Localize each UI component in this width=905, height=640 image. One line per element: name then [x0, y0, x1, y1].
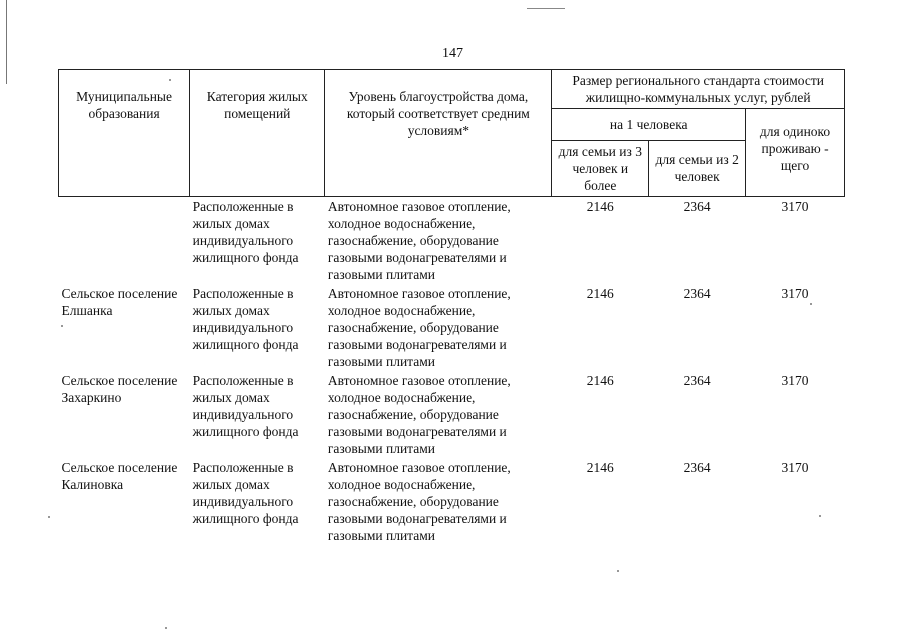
scan-artifact-left-rule: [6, 0, 7, 84]
cell-single: 3170: [781, 460, 809, 475]
scan-speck: [48, 516, 50, 518]
cell-category: Расположенные в жилых домах индивидуального жилищного фонда: [192, 460, 299, 526]
cell-single: 3170: [781, 286, 809, 301]
scan-artifact-line: [527, 8, 565, 9]
cell-family2: 2364: [683, 199, 711, 214]
cell-level: Автономное газовое отопление, холодное водоснабжение, газоснабжение, оборудование газовыми водонагревателями и газовыми плитами: [327, 373, 511, 456]
header-single: для одиноко проживаю - щего: [746, 109, 845, 197]
cell-family3: 2146: [586, 373, 614, 388]
scan-speck: [165, 627, 167, 629]
cell-level: Автономное газовое отопление, холодное водоснабжение, газоснабжение, оборудование газовыми водонагревателями и газовыми плитами: [327, 286, 511, 369]
cell-category: Расположенные в жилых домах индивидуального жилищного фонда: [192, 199, 299, 265]
scan-speck: [617, 570, 619, 572]
cell-level: Автономное газовое отопление, холодное водоснабжение, газоснабжение, оборудование газовыми водонагревателями и газовыми плитами: [327, 460, 511, 543]
cell-family2: 2364: [683, 373, 711, 388]
cell-family3: 2146: [586, 460, 614, 475]
header-family3: для семьи из 3 человек и более: [552, 141, 649, 197]
table-row: [59, 372, 845, 459]
header-category: Категория жилых помещений: [190, 70, 325, 197]
header-municipal: Муниципальные образования: [59, 70, 190, 197]
header-family2: для семьи из 2 человек: [649, 141, 746, 197]
cell-single: 3170: [781, 199, 809, 214]
cell-family3: 2146: [586, 199, 614, 214]
scan-speck: [169, 79, 171, 81]
cell-municipal: [59, 197, 190, 286]
scan-speck: [810, 303, 812, 305]
cell-municipal: Сельское поселение Елшанка: [61, 286, 178, 318]
header-level: Уровень благоустройства дома, который соответствует средним условиям*: [325, 70, 552, 197]
scan-speck: [819, 515, 821, 517]
cell-family2: 2364: [683, 460, 711, 475]
cell-family3: 2146: [586, 286, 614, 301]
cell-category: Расположенные в жилых домах индивидуального жилищного фонда: [192, 286, 299, 352]
cell-level: Автономное газовое отопление, холодное водоснабжение, газоснабжение, оборудование газовыми водонагревателями и газовыми плитами: [327, 199, 511, 282]
cell-municipal: Сельское поселение Калиновка: [61, 460, 178, 492]
cell-family2: 2364: [683, 286, 711, 301]
header-per-person: на 1 человека: [552, 109, 746, 141]
cell-municipal: Сельское поселение Захаркино: [61, 373, 178, 405]
table-row: [59, 459, 845, 546]
cell-single: 3170: [781, 373, 809, 388]
utility-standard-table: [58, 69, 845, 546]
table-body: [59, 197, 845, 547]
scan-speck: [61, 325, 63, 327]
page-number: 147: [442, 46, 463, 61]
table-row: [59, 197, 845, 286]
table-header: [59, 70, 845, 197]
table-row: [59, 285, 845, 372]
cell-category: Расположенные в жилых домах индивидуального жилищного фонда: [192, 373, 299, 439]
header-standard: Размер регионального стандарта стоимости жилищно-коммунальных услуг, рублей: [552, 70, 845, 109]
